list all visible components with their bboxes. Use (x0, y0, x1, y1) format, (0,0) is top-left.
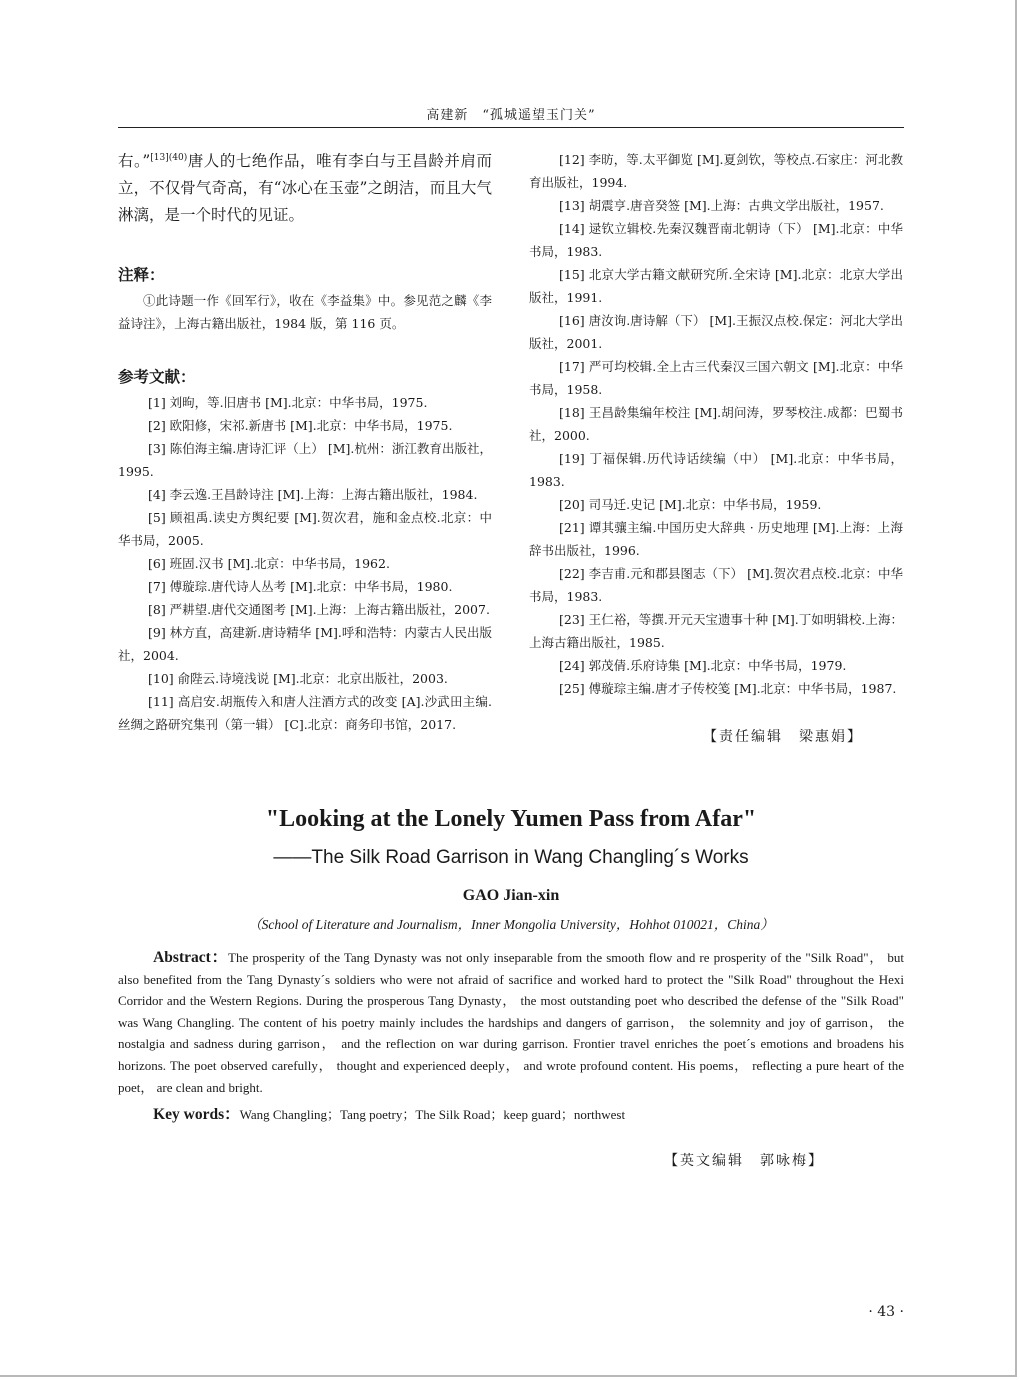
reference-item: [19] 丁福保辑.历代诗话续编（中） [M].北京：中华书局，1983. (529, 451, 903, 489)
english-affiliation: （School of Literature and Journalism，Inner Mongolia University，Hohhot 010021，China） (248, 917, 774, 932)
english-editor-credit: 【英文编辑 郭咏梅】 (664, 1153, 824, 1169)
english-keywords (118, 1102, 904, 1124)
running-header: 高建新 “孤城遥望玉门关” (426, 108, 596, 123)
note-item: ①此诗题一作《回军行》，收在《李益集》中。参见范之麟《李益诗注》，上海古籍出版社，1984 版，第 116 页。 (118, 293, 492, 331)
english-title: "Looking at the Lonely Yumen Pass from Afar" (265, 806, 757, 832)
notes-heading: 注释： (118, 265, 165, 284)
reference-item: [23] 王仁裕，等撰.开元天宝遗事十种 [M].丁如明辑校.上海：上海古籍出版社，1985. (529, 612, 903, 650)
references-heading: 参考文献： (118, 367, 196, 386)
reference-item: [7] 傅璇琮.唐代诗人丛考 [M].北京：中华书局，1980. (148, 579, 453, 594)
body-rest: 唐人的七绝作品，唯有李白与王昌龄并肩而立，不仅骨气奇高，有“冰心在玉壶”之朗洁，而且大气淋漓，是一个时代的见证。 (118, 152, 492, 224)
reference-item: [22] 李吉甫.元和郡县图志（下） [M].贺次君点校.北京：中华书局，1983. (529, 566, 903, 604)
abstract-text: The prosperity of the Tang Dynasty was not only inseparable from the smooth flow and re prosperity of the "Silk Road"， but also benefited from the Tang Dynasty´s soldiers who were not afraid of sacrifice and worked hard to protect the "Silk Road" throughout the Hexi Corridor and the Western Regions. During the prosperous Tang Dynasty， the most outstanding poet who described the defense of the "Silk Road" was Wang Changling. The content of his poetry mainly includes the hardships and dangers of garrison， the solemnity and joy of garrison， the nostalgia and sadness during garrison， and the reflection on war during garrison. Frontier travel enriches the poet´s emotions and broadens his horizons. The poet observed carefully， thought and experienced deeply， and wrote profound content. His poems， reflecting a pure heart of the poet， are clean and bright. (118, 950, 904, 1095)
reference-item: [18] 王昌龄集编年校注 [M].胡问涛，罗琴校注.成都：巴蜀书社，2000. (529, 405, 903, 443)
english-subtitle: ——The Silk Road Garrison in Wang Changling´s Works (273, 847, 749, 868)
reference-item: [14] 逯钦立辑校.先秦汉魏晋南北朝诗（下） [M].北京：中华书局，1983. (529, 221, 903, 259)
reference-item: [15] 北京大学古籍文献研究所.全宋诗 [M].北京：北京大学出版社，1991. (529, 267, 903, 305)
reference-item: [8] 严耕望.唐代交通图考 [M].上海：上海古籍出版社，2007. (148, 602, 490, 617)
reference-item: [6] 班固.汉书 [M].北京：中华书局，1962. (148, 556, 390, 571)
reference-item: [11] 高启安.胡瓶传入和唐人注酒方式的改变 [A].沙武田主编.丝绸之路研究集刊（第一辑） [C].北京：商务印书馆，2017. (118, 694, 492, 732)
chinese-editor-credit: 【责任编辑 梁惠娟】 (703, 729, 863, 745)
reference-item: [2] 欧阳修，宋祁.新唐书 [M].北京：中华书局，1975. (148, 418, 453, 433)
reference-item: [4] 李云逸.王昌龄诗注 [M].上海：上海古籍出版社，1984. (148, 487, 478, 502)
header-rule (118, 127, 904, 128)
keywords-label: Key words： (153, 1106, 240, 1124)
body-paragraph (118, 148, 492, 229)
right-column (529, 148, 903, 746)
references-list-right (529, 148, 903, 700)
reference-item: [25] 傅璇琮主编.唐才子传校笺 [M].北京：中华书局，1987. (559, 681, 897, 696)
english-author: GAO Jian-xin (462, 887, 560, 904)
reference-item: [12] 李昉，等.太平御览 [M].夏剑钦，等校点.石家庄：河北教育出版社，1994. (529, 152, 903, 190)
references-list-left (118, 391, 492, 736)
reference-item: [3] 陈伯海主编.唐诗汇评（上） [M].杭州：浙江教育出版社，1995. (118, 441, 492, 479)
reference-item: [1] 刘昫，等.旧唐书 [M].北京：中华书局，1975. (148, 395, 428, 410)
left-column (118, 148, 492, 736)
reference-item: [17] 严可均校辑.全上古三代秦汉三国六朝文 [M].北京：中华书局，1958. (529, 359, 903, 397)
keywords-text: Wang Changling；Tang poetry；The Silk Road；keep guard；northwest (239, 1107, 626, 1123)
reference-item: [21] 谭其骧主编.中国历史大辞典 · 历史地理 [M].上海：上海辞书出版社，1996. (529, 520, 903, 558)
abstract-label: Abstract： (153, 949, 229, 966)
reference-item: [10] 俞陛云.诗境浅说 [M].北京：北京出版社，2003. (148, 671, 448, 686)
reference-item: [16] 唐汝询.唐诗解（下） [M].王振汉点校.保定：河北大学出版社，2001. (529, 313, 903, 351)
body-lead: 右。” (118, 152, 151, 170)
english-abstract (118, 947, 904, 1098)
page-number: · 43 · (868, 1304, 904, 1320)
english-abstract-section (118, 806, 904, 1124)
reference-item: [24] 郭茂倩.乐府诗集 [M].北京：中华书局，1979. (559, 658, 847, 673)
reference-item: [9] 林方直，高建新.唐诗精华 [M].呼和浩特：内蒙古人民出版社，2004. (118, 625, 492, 663)
reference-item: [13] 胡震亨.唐音癸签 [M].上海：古典文学出版社，1957. (559, 198, 884, 213)
citation-superscript: [13](40) (150, 152, 188, 163)
reference-item: [20] 司马迁.史记 [M].北京：中华书局，1959. (559, 497, 822, 512)
reference-item: [5] 顾祖禹.读史方舆纪要 [M].贺次君，施和金点校.北京：中华书局，2005. (118, 510, 492, 548)
